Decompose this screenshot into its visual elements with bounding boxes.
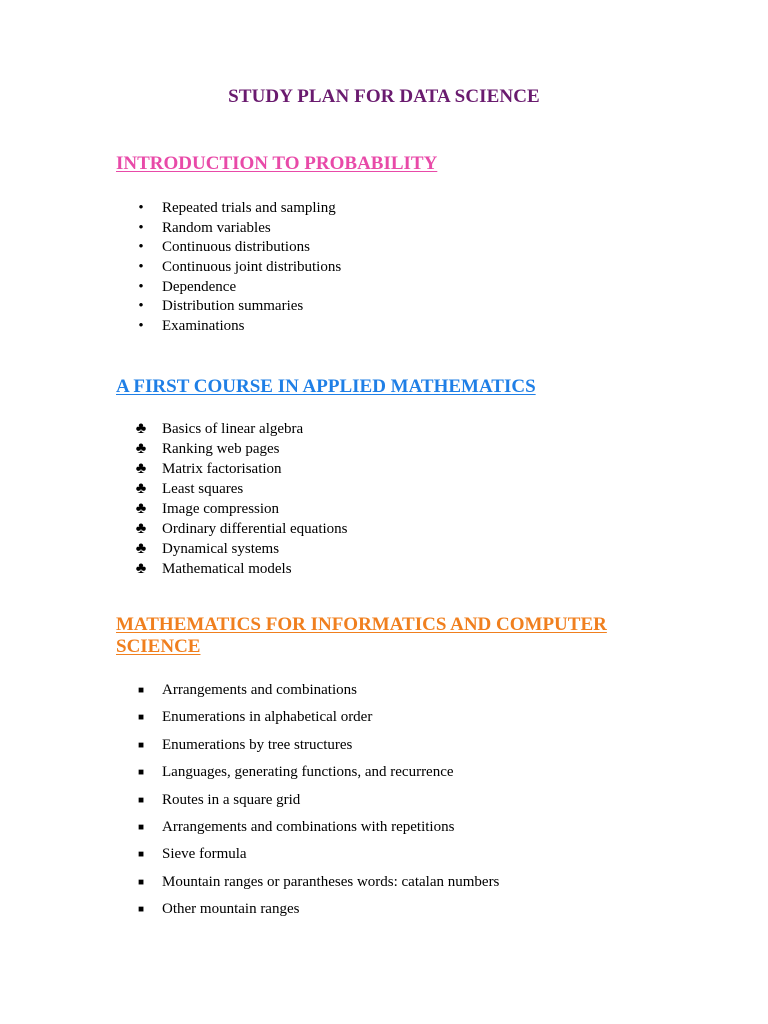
list-item-text: Examinations bbox=[162, 318, 245, 335]
square-bullet-icon: ■ bbox=[137, 876, 145, 888]
square-bullet-icon: ■ bbox=[137, 904, 145, 916]
list-item-text: Matrix factorisation bbox=[162, 461, 282, 477]
bullet-icon: • bbox=[138, 219, 144, 236]
list-item-text: Least squares bbox=[162, 481, 244, 497]
list-item-text: Continuous joint distributions bbox=[162, 259, 342, 276]
bullet-icon: • bbox=[138, 200, 144, 216]
list-item-text: Routes in a square grid bbox=[162, 791, 301, 808]
section-heading-applied-mathematics: A FIRST COURSE IN APPLIED MATHEMATICS bbox=[116, 376, 536, 397]
list-item-text: Dependence bbox=[162, 278, 237, 295]
list-item-text: Languages, generating functions, and recurrence bbox=[162, 764, 454, 781]
club-icon: ♣ bbox=[135, 560, 147, 577]
club-icon: ♣ bbox=[135, 500, 147, 517]
bullet-icon: • bbox=[138, 239, 144, 256]
list-item-text: Ordinary differential equations bbox=[162, 521, 348, 537]
bullet-icon: • bbox=[138, 298, 144, 315]
square-bullet-icon: ■ bbox=[137, 794, 145, 806]
bullet-icon: • bbox=[138, 278, 144, 295]
list-item-text: Basics of linear algebra bbox=[162, 421, 304, 437]
list-item-text: Dynamical systems bbox=[162, 541, 280, 557]
list-item-text: Mountain ranges or parantheses words: catalan numbers bbox=[162, 873, 500, 890]
club-icon: ♣ bbox=[135, 420, 147, 437]
list-item-text: Sieve formula bbox=[162, 846, 247, 863]
section-heading-informatics: MATHEMATICS FOR INFORMATICS AND COMPUTER SCIENCE bbox=[116, 614, 607, 657]
document-title: STUDY PLAN FOR DATA SCIENCE bbox=[228, 86, 540, 107]
club-icon: ♣ bbox=[135, 520, 147, 537]
list-item-text: Arrangements and combinations with repetitions bbox=[162, 818, 455, 835]
square-bullet-icon: ■ bbox=[137, 712, 145, 724]
square-bullet-icon: ■ bbox=[137, 767, 145, 779]
list-item-text: Arrangements and combinations bbox=[162, 682, 357, 698]
list-item-text: Ranking web pages bbox=[162, 441, 280, 457]
square-bullet-icon: ■ bbox=[137, 849, 145, 861]
club-icon: ♣ bbox=[135, 480, 147, 497]
list-item-text: Continuous distributions bbox=[162, 239, 310, 256]
list-item-text: Enumerations by tree structures bbox=[162, 736, 353, 753]
square-bullet-icon: ■ bbox=[137, 685, 145, 696]
list-item-text: Other mountain ranges bbox=[162, 901, 300, 918]
list-item-text: Distribution summaries bbox=[162, 298, 304, 315]
list-item-text: Random variables bbox=[162, 219, 271, 236]
list-item-text: Enumerations in alphabetical order bbox=[162, 709, 373, 726]
square-bullet-icon: ■ bbox=[137, 739, 145, 751]
list-item-text: Mathematical models bbox=[162, 561, 292, 577]
club-icon: ♣ bbox=[135, 460, 147, 477]
square-bullet-icon: ■ bbox=[137, 821, 145, 833]
list-item-text: Image compression bbox=[162, 501, 280, 517]
club-icon: ♣ bbox=[135, 440, 147, 457]
bullet-icon: • bbox=[138, 259, 144, 276]
bullet-icon: • bbox=[138, 318, 144, 335]
section-heading-probability: INTRODUCTION TO PROBABILITY bbox=[116, 153, 438, 174]
club-icon: ♣ bbox=[135, 540, 147, 557]
list-item-text: Repeated trials and sampling bbox=[162, 200, 336, 216]
